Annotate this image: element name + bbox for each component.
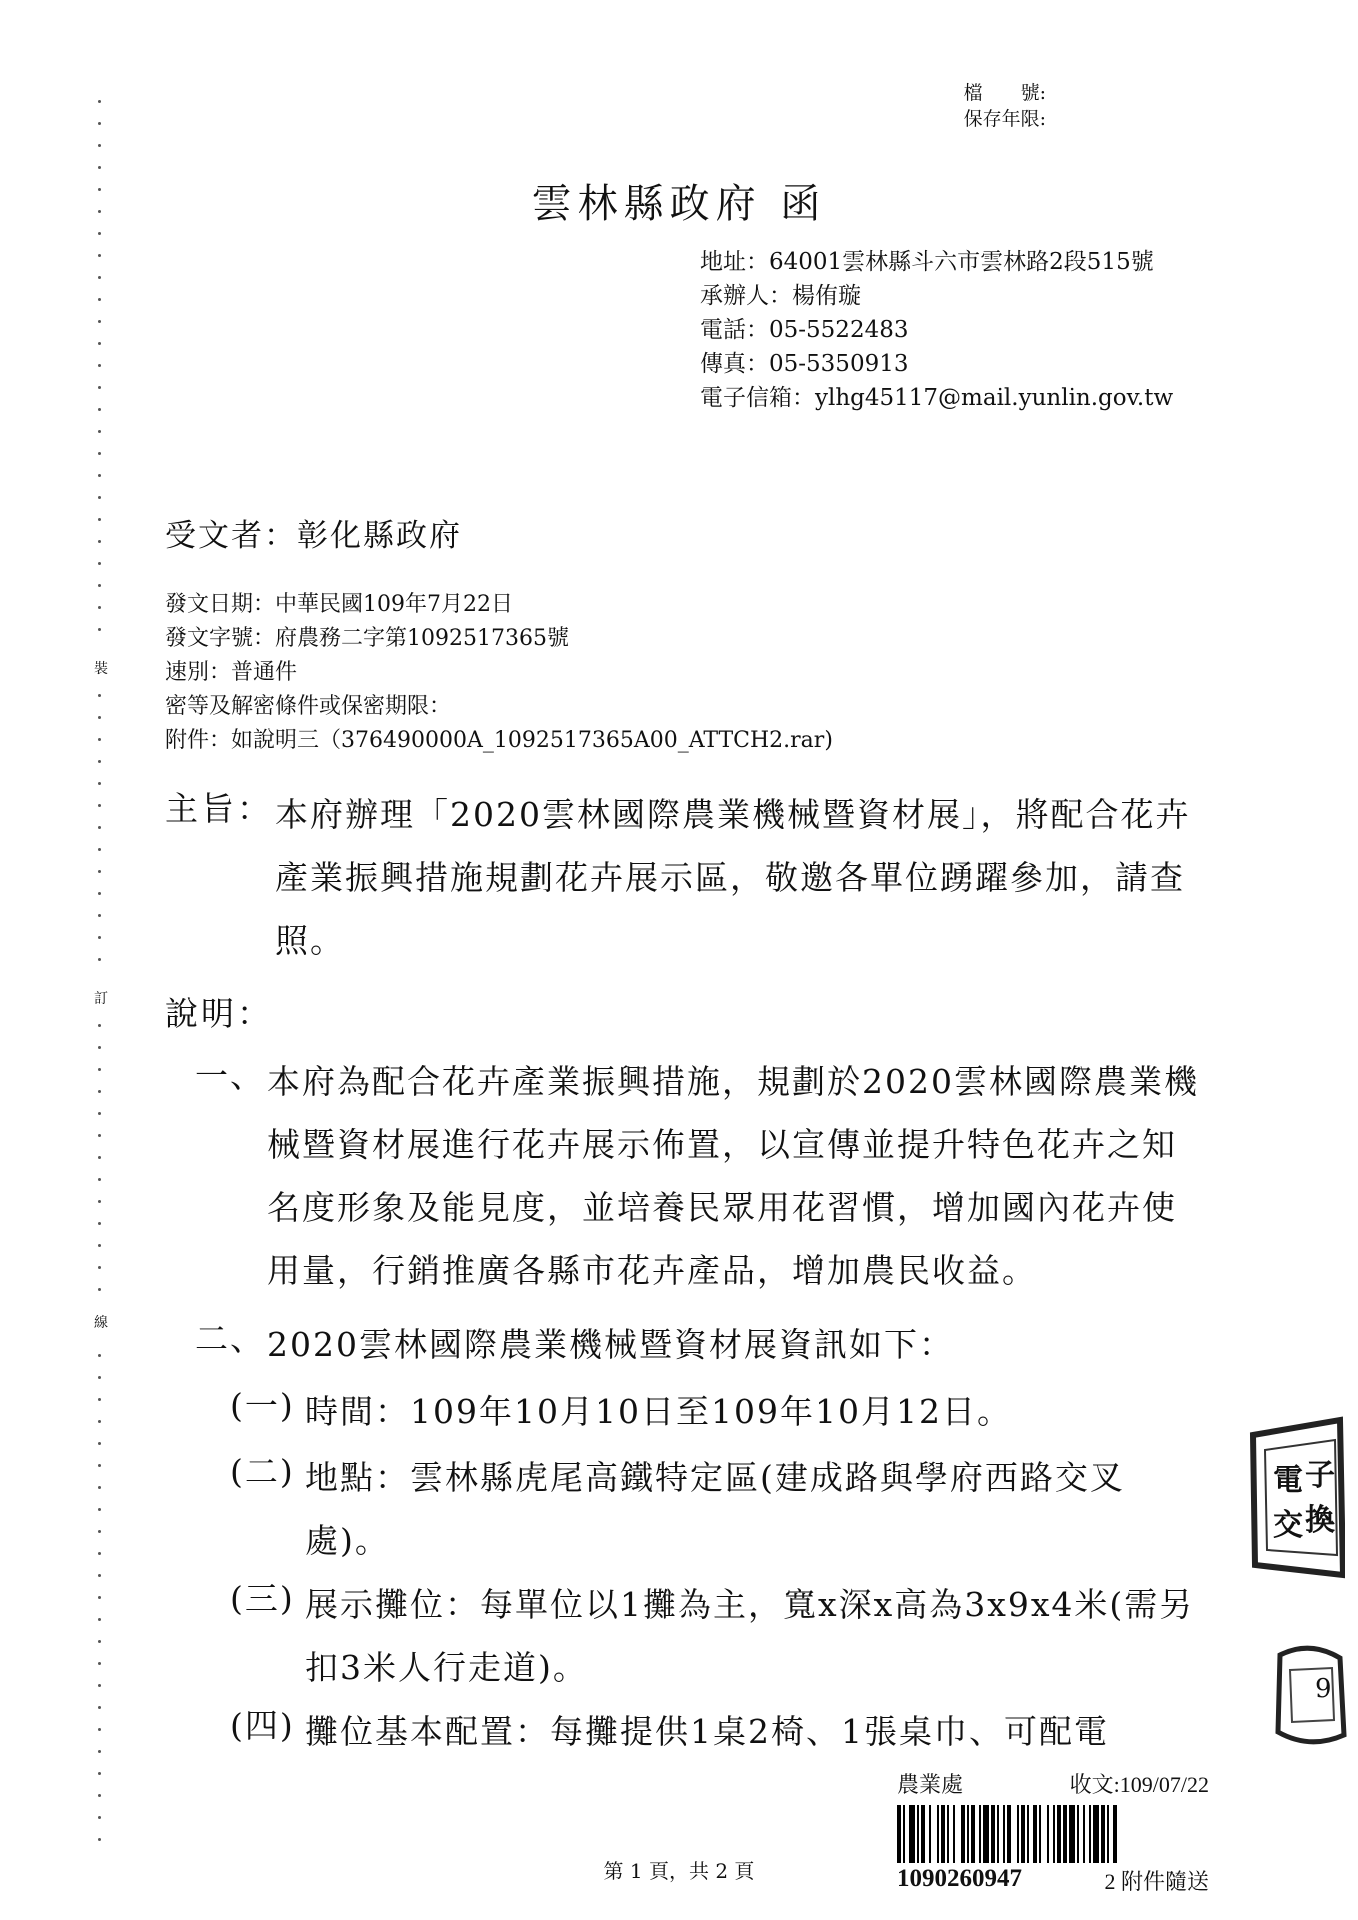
binding-dot <box>98 936 101 939</box>
binding-dot <box>98 1156 101 1159</box>
binding-dot <box>98 254 101 257</box>
sub-item-2-text: 地點：雲林縣虎尾高鐵特定區(建成路與學府西路交叉處)。 <box>305 1458 1125 1560</box>
binding-dot <box>98 386 101 389</box>
binding-dot <box>98 1662 101 1665</box>
binding-dot <box>98 518 101 521</box>
binding-dot <box>98 584 101 587</box>
binding-dot <box>98 892 101 895</box>
binding-dot <box>98 1838 101 1841</box>
binding-dot <box>98 364 101 367</box>
sender-address: 地址：64001雲林縣斗六市雲林路2段515號 <box>700 249 1154 275</box>
binding-dot <box>98 1420 101 1423</box>
binding-dot <box>98 540 101 543</box>
binding-dot <box>98 1618 101 1621</box>
binding-dot <box>98 1684 101 1687</box>
secrecy-level: 密等及解密條件或保密期限： <box>165 694 452 719</box>
receipt-note: 2 附件隨送 <box>1104 1869 1209 1894</box>
item-1-number: 一、 <box>195 1056 265 1095</box>
binding-mark-middle: 訂 <box>94 991 108 1007</box>
binding-dot <box>98 1354 101 1357</box>
binding-dot <box>98 606 101 609</box>
page-seal <box>1270 1640 1348 1750</box>
binding-dot <box>98 1024 101 1027</box>
binding-dot <box>98 430 101 433</box>
binding-dot <box>98 1222 101 1225</box>
binding-dot <box>98 914 101 917</box>
item-1-text: 本府為配合花卉產業振興措施，規劃於2020雲林國際農業機械暨資材展進行花卉展示佈置，以宣傳並提升特色花卉之知名度形象及能見度，並培養民眾用花習慣，增加國內花卉使用量，行銷推廣各縣市花卉產品，增加農民收益。 <box>267 1062 1199 1290</box>
item-2-number: 二、 <box>195 1319 265 1358</box>
binding-dot <box>98 1750 101 1753</box>
item-2-text: 2020雲林國際農業機械暨資材展資訊如下： <box>267 1325 954 1364</box>
binding-dot <box>98 958 101 961</box>
sender-info <box>700 245 1180 415</box>
binding-dot <box>98 408 101 411</box>
sender-fax: 傳真：05-5350913 <box>700 351 909 377</box>
page-number: 第 1 頁，共 2 頁 <box>603 1859 755 1883</box>
binding-dot <box>98 1200 101 1203</box>
svg-text:子: 子 <box>1305 1458 1335 1493</box>
binding-dot <box>98 760 101 763</box>
binding-dot <box>98 122 101 125</box>
binding-dot <box>98 1288 101 1291</box>
sub-item-4-number: (四) <box>230 1706 295 1745</box>
binding-dot <box>98 1178 101 1181</box>
sender-contact: 承辦人：楊侑璇 <box>700 283 861 309</box>
sub-item-2-number: (二) <box>230 1452 295 1491</box>
svg-text:電: 電 <box>1273 1463 1303 1498</box>
sub-item-1-text: 時間：109年10月10日至109年10月12日。 <box>305 1392 1012 1431</box>
binding-dot <box>98 1134 101 1137</box>
document-number: 發文字號：府農務二字第1092517365號 <box>165 626 569 651</box>
recipient: 受文者：彰化縣政府 <box>165 518 462 554</box>
binding-dot <box>98 342 101 345</box>
binding-dot <box>98 452 101 455</box>
sender-email: 電子信箱：ylhg45117@mail.yunlin.gov.tw <box>700 385 1174 411</box>
binding-dot <box>98 276 101 279</box>
binding-mark-top: 裝 <box>94 661 108 677</box>
sender-phone: 電話：05-5522483 <box>700 317 909 343</box>
binding-dot <box>98 870 101 873</box>
attachment-info: 附件：如說明三（376490000A_1092517365A00_ATTCH2.rar) <box>165 728 833 753</box>
receipt-department: 農業處 <box>897 1772 964 1797</box>
binding-dot <box>98 1794 101 1797</box>
sub-item-3-text: 展示攤位：每單位以1攤為主，寬x深x高為3x9x4米(需另扣3米人行走道)。 <box>305 1585 1195 1687</box>
binding-dot <box>98 144 101 147</box>
sub-item-1-number: (一) <box>230 1386 295 1425</box>
receipt-date: 收文:109/07/22 <box>1069 1772 1209 1797</box>
binding-dot <box>98 1552 101 1555</box>
file-info <box>964 80 1046 132</box>
retention-label: 保存年限: <box>963 108 1046 130</box>
sub-item-4-text: 攤位基本配置：每攤提供1桌2椅、1張桌巾、可配電 <box>305 1712 1109 1751</box>
binding-dot <box>98 1398 101 1401</box>
binding-dot <box>98 1508 101 1511</box>
binding-dot <box>98 738 101 741</box>
binding-dot <box>98 562 101 565</box>
binding-mark-bottom: 線 <box>94 1315 108 1331</box>
binding-dot <box>98 496 101 499</box>
binding-dot <box>98 232 101 235</box>
binding-dot <box>98 1816 101 1819</box>
binding-dot <box>98 1596 101 1599</box>
binding-dot <box>98 1068 101 1071</box>
receipt-number: 1090260947 <box>897 1865 1022 1892</box>
binding-dot <box>98 782 101 785</box>
binding-dot <box>98 826 101 829</box>
binding-dot <box>98 1772 101 1775</box>
binding-dot <box>98 1046 101 1049</box>
binding-dot <box>98 716 101 719</box>
binding-dot <box>98 1574 101 1577</box>
document-meta <box>165 588 833 758</box>
binding-dot <box>98 1266 101 1269</box>
binding-dot <box>98 100 101 103</box>
file-number-label: 檔 號: <box>963 82 1046 104</box>
binding-dot <box>98 848 101 851</box>
binding-dot <box>98 1112 101 1115</box>
binding-dot <box>98 320 101 323</box>
binding-dot <box>98 1530 101 1533</box>
binding-dot <box>98 166 101 169</box>
binding-dot <box>98 1090 101 1093</box>
binding-dot <box>98 1728 101 1731</box>
sub-item-3-number: (三) <box>230 1579 295 1618</box>
delivery-speed: 速別：普通件 <box>165 660 298 685</box>
document-title: 雲林縣政府 函 <box>531 181 827 227</box>
binding-dot <box>98 1464 101 1467</box>
svg-text:交: 交 <box>1273 1508 1303 1543</box>
binding-dot <box>98 1442 101 1445</box>
electronic-exchange-stamp <box>1245 1415 1345 1580</box>
binding-dot <box>98 298 101 301</box>
binding-dot <box>98 628 101 631</box>
explanation-label: 說明： <box>165 994 273 1033</box>
binding-dot <box>98 1706 101 1709</box>
binding-dot <box>98 1486 101 1489</box>
seal-page-number: 9 <box>1315 1674 1332 1704</box>
binding-margin <box>98 100 106 1840</box>
subject-label: 主旨： <box>165 789 273 828</box>
svg-text:換: 換 <box>1305 1503 1335 1538</box>
binding-dot <box>98 694 101 697</box>
issue-date: 發文日期：中華民國109年7月22日 <box>165 592 513 617</box>
binding-dot <box>98 474 101 477</box>
subject-text: 本府辦理「2020雲林國際農業機械暨資材展」，將配合花卉產業振興措施規劃花卉展示區，敬邀各單位踴躍參加，請查照。 <box>275 795 1191 960</box>
binding-dot <box>98 1244 101 1247</box>
binding-dot <box>98 804 101 807</box>
binding-dot <box>98 1376 101 1379</box>
binding-dot <box>98 1640 101 1643</box>
